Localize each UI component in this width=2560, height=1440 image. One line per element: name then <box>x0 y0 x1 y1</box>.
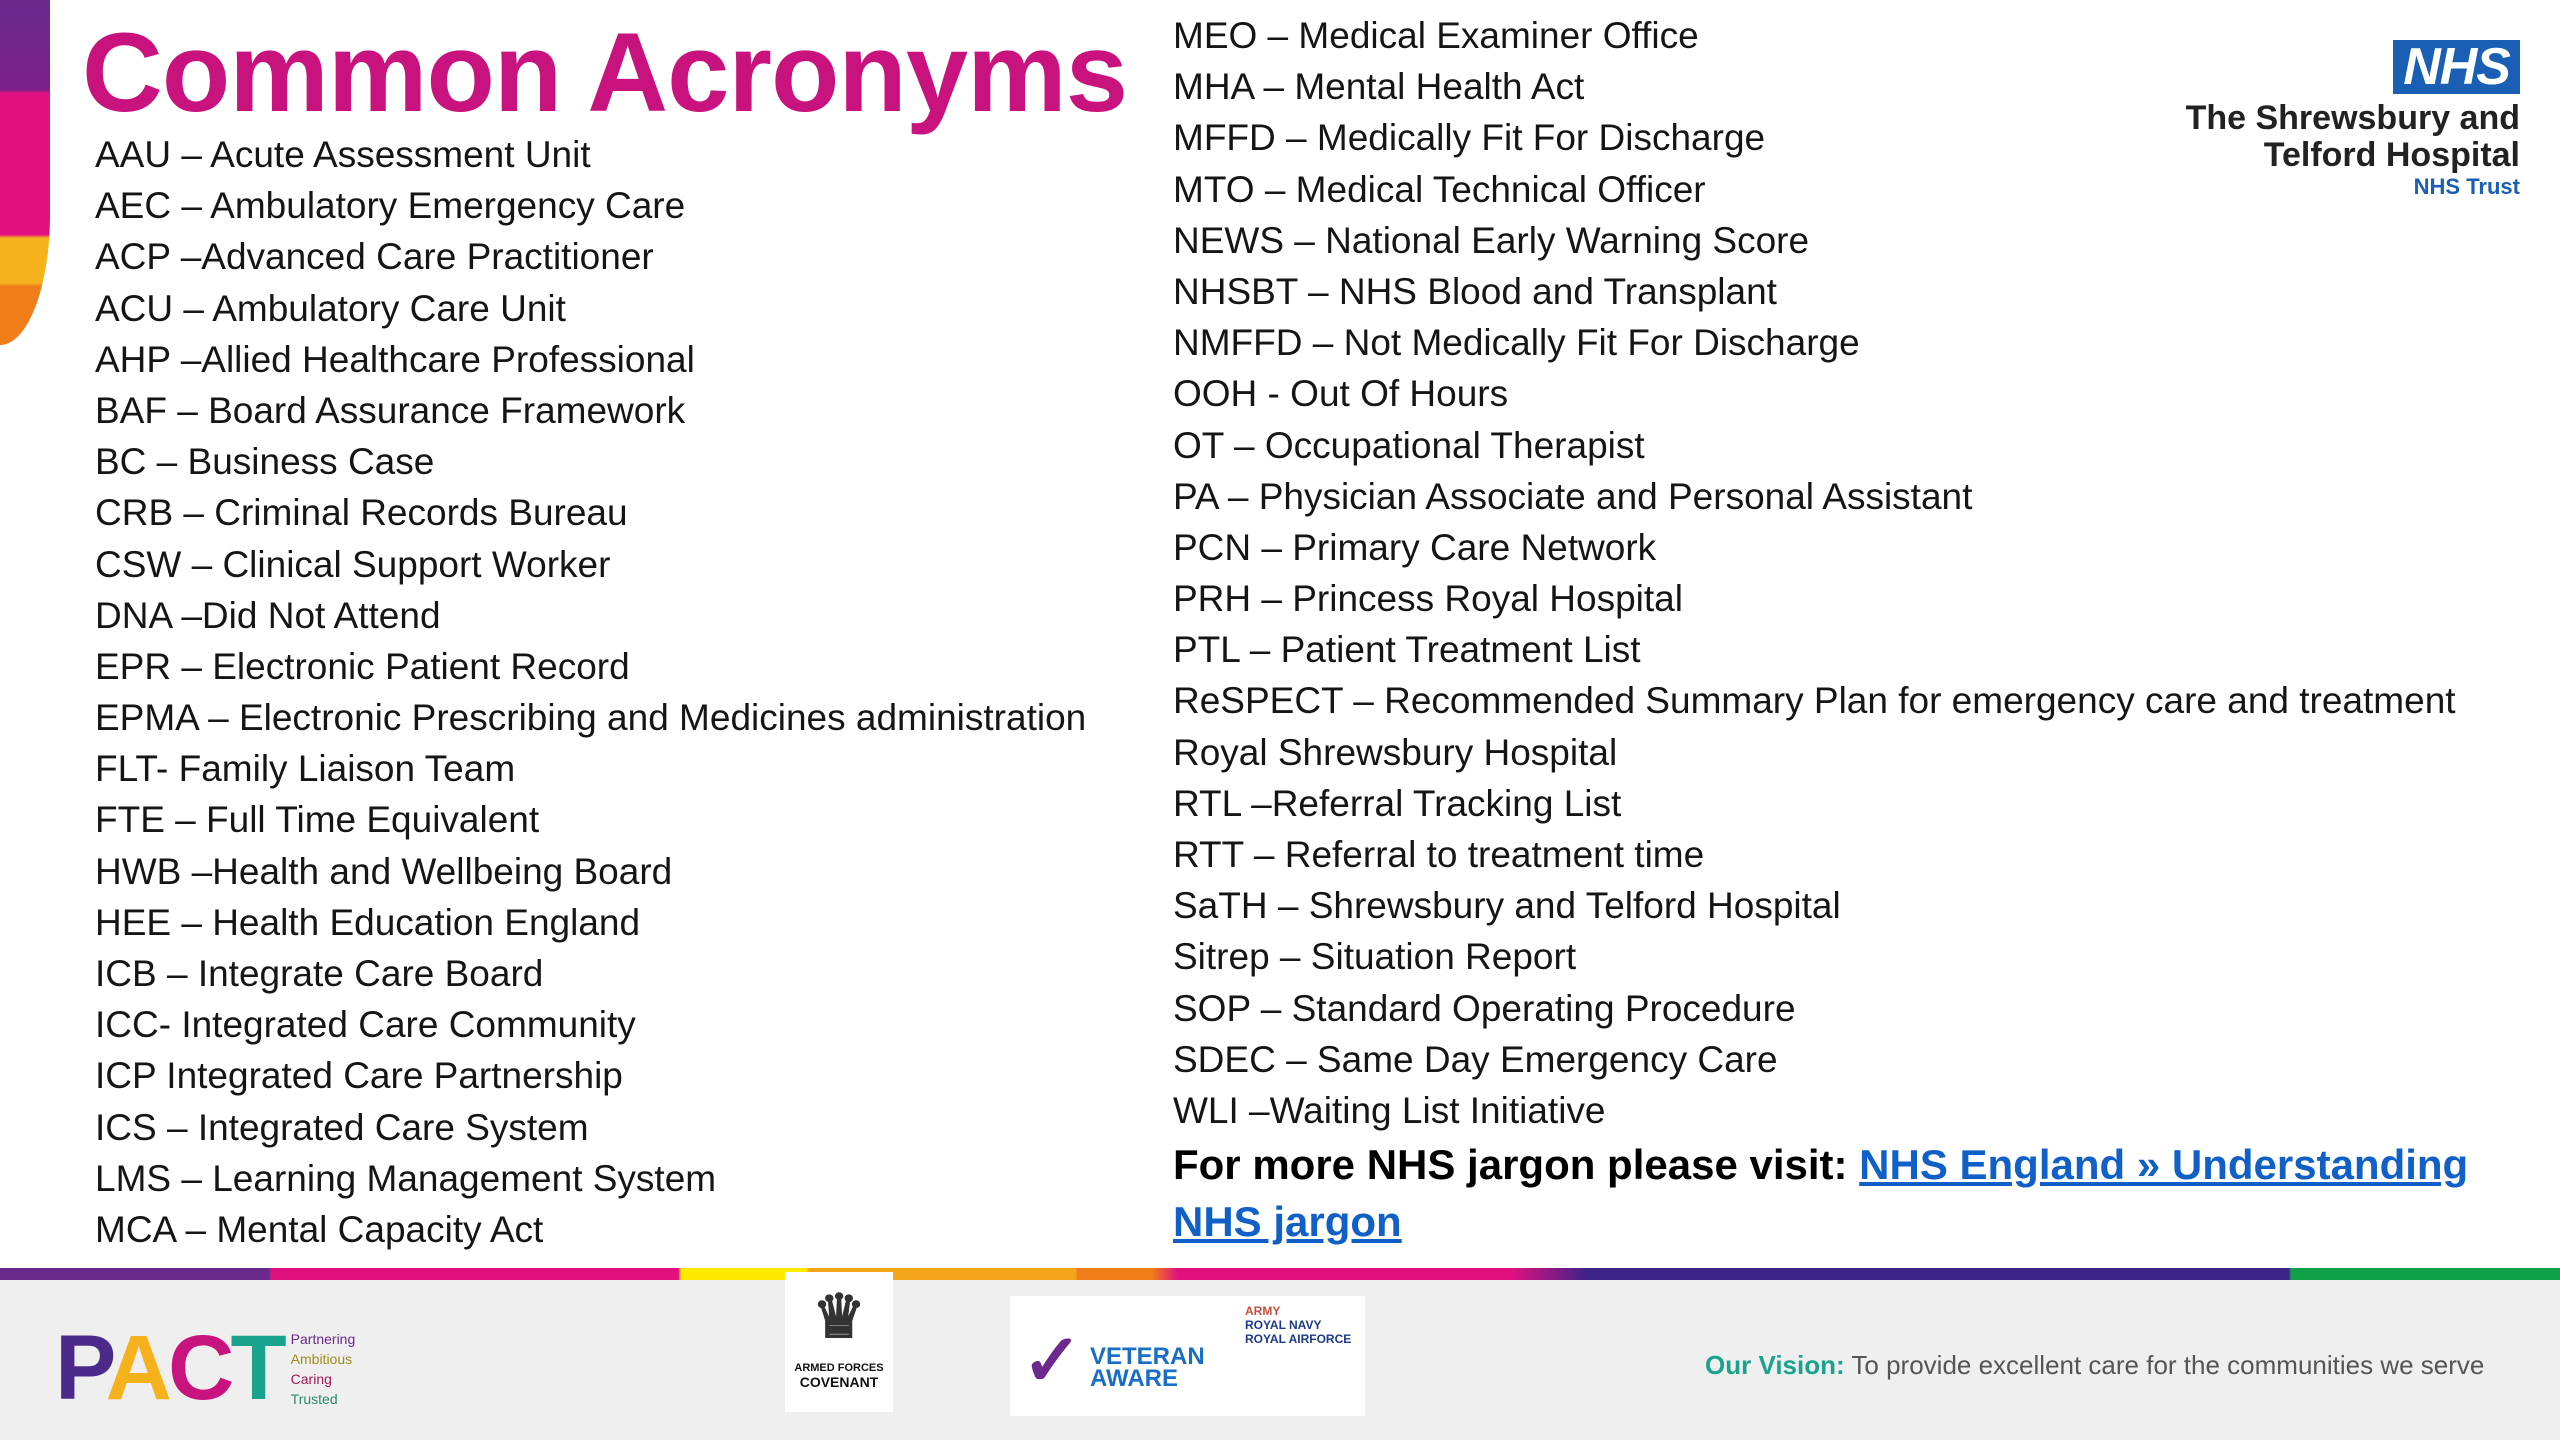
acronym-item: OOH - Out Of Hours <box>1173 373 1509 415</box>
org-name <box>2186 100 2520 174</box>
acronym-item: RTT – Referral to treatment time <box>1173 834 1705 875</box>
vision-text: To provide excellent care for the communities we serve <box>1844 1350 2485 1380</box>
pact-values <box>291 1329 356 1409</box>
page-title: Common Acronyms <box>82 10 1128 135</box>
acronym-item: LMS – Learning Management System <box>95 1157 717 1199</box>
pact-letters <box>55 1316 283 1421</box>
acronym-item: PCN – Primary Care Network <box>1173 526 1657 568</box>
acronym-item: Sitrep – Situation Report <box>1173 936 1577 978</box>
acronym-item: Royal Shrewsbury Hospital <box>1173 731 1618 773</box>
acronym-item: EPR – Electronic Patient Record <box>95 645 630 687</box>
royal-navy-label: ROYAL NAVY <box>1245 1318 1322 1332</box>
acronym-item: MEO – Medical Examiner Office <box>1173 15 1699 56</box>
acronym-item: AEC – Ambulatory Emergency Care <box>95 185 686 227</box>
acronym-item: MCA – Mental Capacity Act <box>95 1208 544 1250</box>
acronym-item: OT – Occupational Therapist <box>1173 424 1645 466</box>
pact-word: Ambitious <box>290 1350 353 1367</box>
veteran-aware-logo <box>1010 1296 1365 1416</box>
acronym-item: CRB – Criminal Records Bureau <box>95 492 628 534</box>
acronym-item: ICC- Integrated Care Community <box>95 1004 636 1046</box>
acronym-item: NEWS – National Early Warning Score <box>1173 219 1810 261</box>
trust-logo <box>2186 40 2520 200</box>
pact-letter: T <box>230 1317 283 1419</box>
acronym-item: MHA – Mental Health Act <box>1173 66 1585 108</box>
nhs-jargon-link[interactable]: NHS England » Understanding NHS jargon <box>1173 1141 2469 1245</box>
more-jargon-prefix: For more NHS jargon please visit: <box>1173 1141 1860 1188</box>
royal-airforce-label: ROYAL AIRFORCE <box>1245 1332 1352 1346</box>
veteran-line1: VETERAN <box>1090 1343 1205 1370</box>
lion-crown-emblem-icon: ♛ <box>812 1283 866 1350</box>
nhs-trust-label: NHS Trust <box>2413 174 2520 199</box>
acronym-item: ICS – Integrated Care System <box>95 1106 589 1148</box>
pact-word: Caring <box>290 1370 332 1387</box>
org-name-line1: The Shrewsbury and <box>2185 99 2520 137</box>
decorative-color-band <box>0 0 50 345</box>
acronym-item: SOP – Standard Operating Procedure <box>1173 987 1796 1029</box>
nhs-logo: NHS <box>2393 40 2520 94</box>
org-name-line2: Telford Hospital <box>2263 136 2520 174</box>
acronym-item: HWB –Health and Wellbeing Board <box>95 850 673 892</box>
pact-word: Trusted <box>290 1390 338 1407</box>
acronym-item: ACU – Ambulatory Care Unit <box>95 287 566 329</box>
vision-label: Our Vision: <box>1705 1350 1845 1380</box>
acronym-item: ICB – Integrate Care Board <box>95 953 544 994</box>
acronym-item: FLT- Family Liaison Team <box>95 748 516 790</box>
veteran-aware-text <box>1090 1343 1205 1392</box>
acronym-item: DNA –Did Not Attend <box>95 594 441 636</box>
pact-logo <box>55 1316 355 1421</box>
acronym-item: MFFD – Medically Fit For Discharge <box>1173 117 1766 159</box>
forces-logos <box>1245 1304 1355 1346</box>
acronym-item: ICP Integrated Care Partnership <box>95 1055 623 1097</box>
acronym-item: BC – Business Case <box>95 441 435 483</box>
more-jargon-note <box>1173 1136 2543 1250</box>
acronym-item: SDEC – Same Day Emergency Care <box>1173 1038 1778 1080</box>
acronym-item: CSW – Clinical Support Worker <box>95 543 611 585</box>
acronym-item: PRH – Princess Royal Hospital <box>1173 578 1683 620</box>
acronym-item: NHSBT – NHS Blood and Transplant <box>1173 270 1777 312</box>
acronym-item: SaTH – Shrewsbury and Telford Hospital <box>1173 885 1841 927</box>
footer-color-stripe <box>0 1268 2560 1280</box>
acronym-item: NMFFD – Not Medically Fit For Discharge <box>1173 322 1860 364</box>
acronym-item: AAU – Acute Assessment Unit <box>95 134 591 175</box>
acronym-item: PTL – Patient Treatment List <box>1173 629 1641 671</box>
acronym-item: PA – Physician Associate and Personal Assistant <box>1173 475 1973 517</box>
acronym-list-left <box>95 129 1086 1255</box>
acronym-item: FTE – Full Time Equivalent <box>95 799 540 841</box>
pact-letter: C <box>168 1317 231 1419</box>
checkmark-icon: ✓ <box>1022 1321 1083 1401</box>
covenant-line1: ARMED FORCES <box>794 1362 884 1374</box>
pact-letter: A <box>105 1317 168 1419</box>
acronym-item: AHP –Allied Healthcare Professional <box>95 338 695 380</box>
acronym-item: HEE – Health Education England <box>95 901 641 943</box>
acronym-item: BAF – Board Assurance Framework <box>95 389 686 431</box>
acronym-item: EPMA – Electronic Prescribing and Medicines administration <box>95 697 1087 739</box>
acronym-item: WLI –Waiting List Initiative <box>1173 1089 1606 1131</box>
acronym-item: MTO – Medical Technical Officer <box>1173 168 1706 210</box>
covenant-line2: COVENANT <box>799 1374 879 1390</box>
veteran-line2: AWARE <box>1090 1365 1179 1392</box>
vision-statement <box>1705 1350 2484 1381</box>
armed-forces-covenant-logo <box>785 1272 893 1412</box>
acronym-item: RTL –Referral Tracking List <box>1173 782 1622 824</box>
acronym-item: ReSPECT – Recommended Summary Plan for emergency care and treatment <box>1173 680 2456 722</box>
army-label: ARMY <box>1245 1304 1281 1318</box>
pact-letter: P <box>55 1317 106 1419</box>
pact-word: Partnering <box>290 1330 356 1347</box>
acronym-item: ACP –Advanced Care Practitioner <box>95 236 654 278</box>
